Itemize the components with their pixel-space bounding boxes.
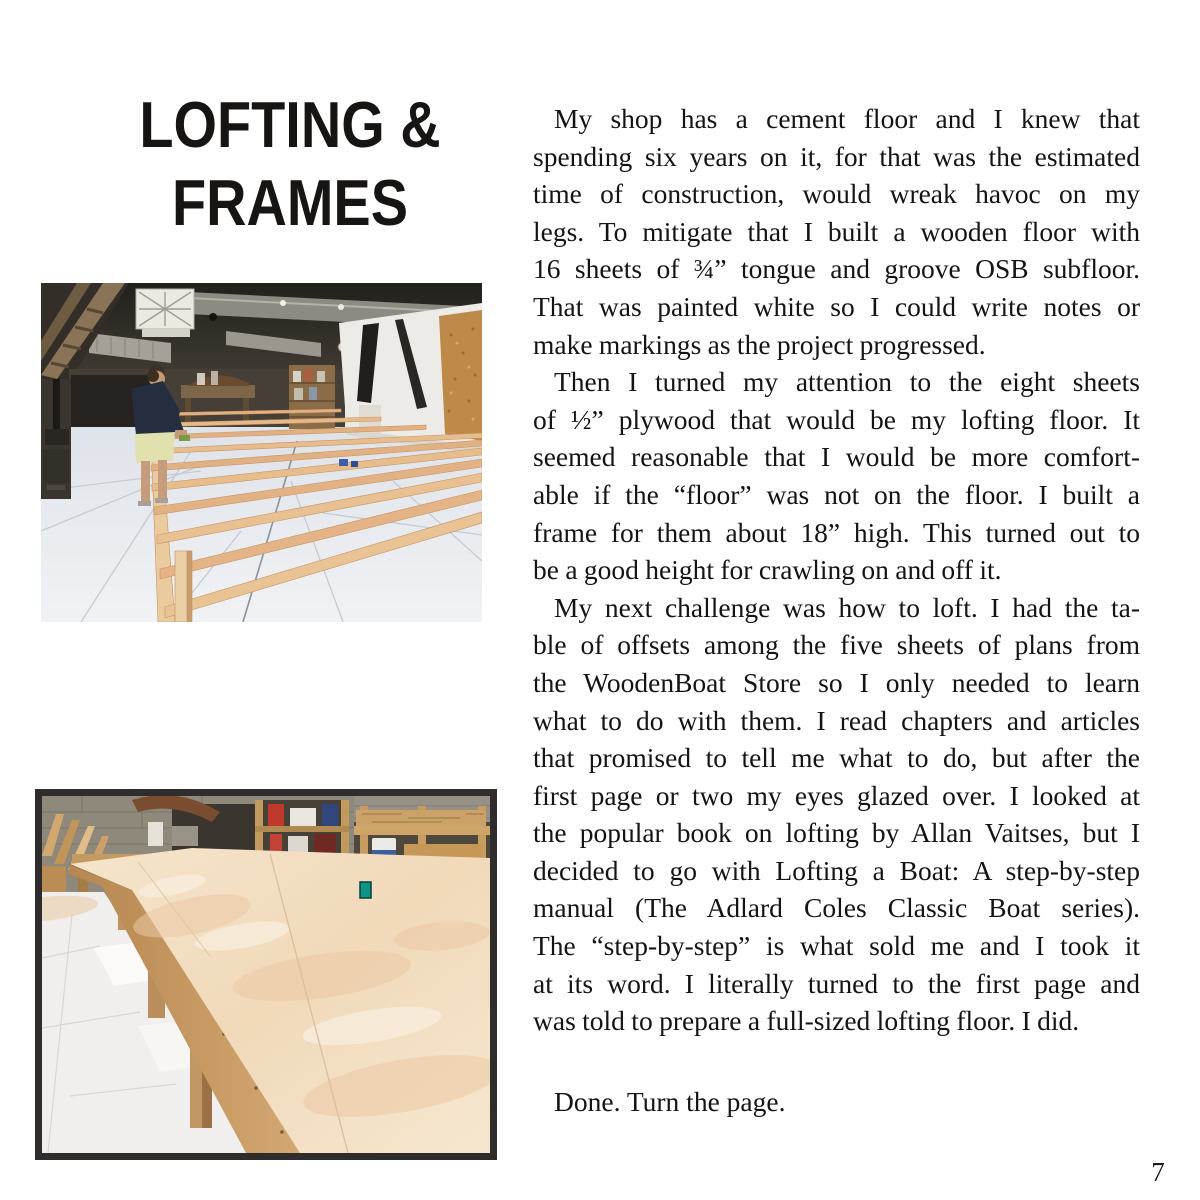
body-text-line: first page or two my eyes glazed over. I looked at bbox=[533, 779, 1140, 811]
body-text-line: The “step-by-step” is what sold me and I took it bbox=[533, 930, 1140, 962]
body-text-line: that promised to tell me what to do, but after the bbox=[533, 742, 1140, 774]
body-text-line: manual (The Adlard Coles Classic Boat series). bbox=[533, 892, 1140, 924]
body-text-line: the popular book on lofting by Allan Vaitses, but I bbox=[533, 817, 1140, 849]
photo2-tape-marker bbox=[360, 882, 371, 898]
body-text-line: legs. To mitigate that I built a wooden floor with bbox=[533, 215, 1140, 247]
workshop-lofting-frame-photo bbox=[41, 283, 482, 622]
body-text-line: Then I turned my attention to the eight sheets bbox=[554, 366, 1140, 398]
body-text-line: spending six years on it, for that was the estimated bbox=[533, 140, 1140, 172]
photo-frame bbox=[35, 789, 497, 1160]
body-text-line: the WoodenBoat Store so I only needed to learn bbox=[533, 666, 1140, 698]
lofting-floor-plywood-photo bbox=[42, 796, 490, 1153]
body-text bbox=[533, 100, 1140, 1040]
body-text-line: be a good height for crawling on and off it. bbox=[533, 554, 1002, 586]
paragraph bbox=[533, 589, 1140, 1040]
body-text-line: was told to prepare a full-sized lofting floor. I did. bbox=[533, 1005, 1080, 1037]
chapter-title bbox=[60, 86, 520, 242]
photo1-left-tools bbox=[41, 379, 71, 499]
body-text-line: of ½” plywood that would be my lofting floor. It bbox=[533, 403, 1140, 435]
paragraph bbox=[533, 100, 1140, 363]
body-text-line: frame for them about 18” high. This turned out to bbox=[533, 516, 1140, 548]
body-text-line: ble of offsets among the five sheets of plans from bbox=[533, 629, 1140, 661]
body-text-line: at its word. I literally turned to the first page and bbox=[533, 967, 1140, 999]
paragraph bbox=[533, 363, 1140, 589]
body-text-line: time of construction, would wreak havoc on my bbox=[533, 178, 1140, 210]
body-text-line: My next challenge was how to loft. I had the ta- bbox=[554, 591, 1140, 623]
body-text-line: That was painted white so I could write notes or bbox=[533, 290, 1140, 322]
photo1-hvac-unit bbox=[136, 289, 194, 337]
body-text-line: make markings as the project progressed. bbox=[533, 328, 986, 360]
photo1-right-wall bbox=[339, 303, 482, 455]
body-text-line: 16 sheets of ¾” tongue and groove OSB subfloor. bbox=[533, 253, 1140, 285]
page-number: 7 bbox=[1151, 1157, 1165, 1187]
closing-line: Done. Turn the page. bbox=[554, 1086, 786, 1117]
body-text-line: able if the “floor” was not on the floor. I built a bbox=[533, 478, 1140, 510]
body-text-line: decided to go with Lofting a Boat: A step-by-step bbox=[533, 854, 1140, 886]
chapter-title-line-1: LOFTING & bbox=[139, 88, 441, 161]
chapter-title-line-2: FRAMES bbox=[171, 166, 409, 239]
body-text-line: My shop has a cement floor and I knew that bbox=[554, 103, 1140, 134]
body-text-line: what to do with them. I read chapters and articles bbox=[533, 704, 1140, 736]
body-text-line: seemed reasonable that I would be more comfort- bbox=[533, 441, 1140, 473]
